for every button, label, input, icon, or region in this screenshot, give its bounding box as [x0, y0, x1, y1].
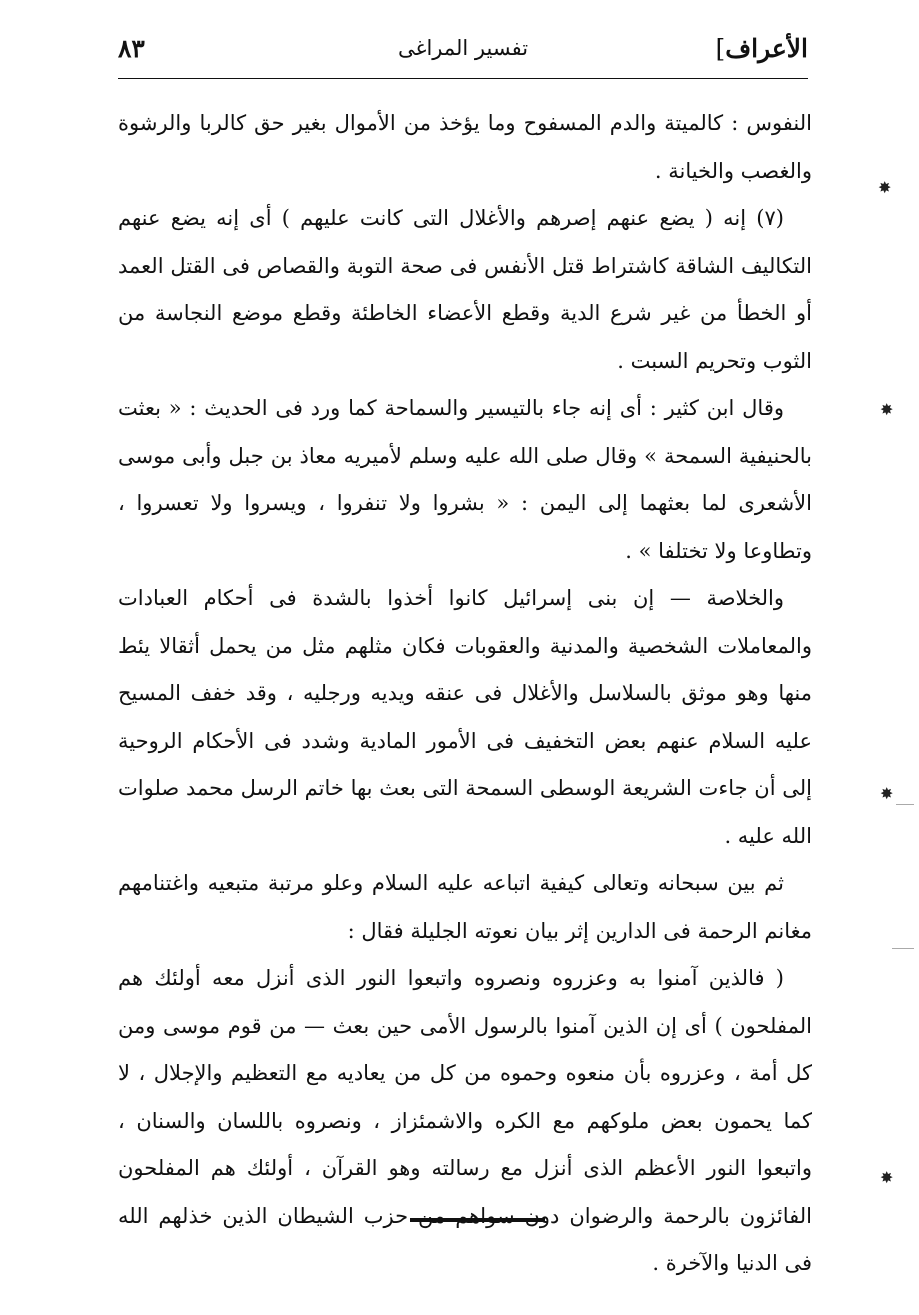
header-rule [118, 78, 808, 79]
page-body [118, 100, 812, 1288]
scan-edge-line [892, 948, 914, 949]
scan-speck-mark: ✸ [880, 400, 894, 419]
paragraph-5: ثم بين سبحانه وتعالى كيفية اتباعه عليه السلام وعلو مرتبة متبعيه واغتنامهم مغانم الرحمة فى الدارين إثر بيان نعوته الجليلة فقال : [118, 871, 812, 943]
surah-title: الأعراف] [715, 34, 808, 63]
page-number: ٨٣ [118, 34, 145, 63]
scan-speck-mark: ✸ [878, 178, 892, 197]
header-bracket: ] [715, 34, 726, 63]
paragraph-1: النفوس : كالميتة والدم المسفوح وما يؤخذ من الأموال بغير حق كالربا والرشوة والغصب والخيانة . [118, 111, 812, 183]
end-rule [410, 1218, 545, 1222]
paragraph-4: والخلاصة — إن بنى إسرائيل كانوا أخذوا بالشدة فى أحكام العبادات والمعاملات الشخصية والمدنية والعقوبات فكان مثلهم مثل من يحمل أثقالا يئط منها وهو موثق بالسلاسل والأغلال فى عنقه ويديه ورجليه ، وقد خفف المسيح عليه السلام عنهم بعض التخفيف فى الأمور المادية وشدد فى الأحكام الروحية إلى أن جاءت الشريعة الوسطى السمحة التى بعث بها خاتم الرسل محمد صلوات الله عليه . [118, 586, 812, 848]
paragraph-2: (٧) إنه ( يضع عنهم إصرهم والأغلال التى كانت عليهم ) أى إنه يضع عنهم التكاليف الشاقة كاشتراط قتل الأنفس فى صحة التوبة والقصاص فى القتل العمد أو الخطأ من غير شرع الدية وقطع الأعضاء الخاطئة وقطع موضع النجاسة من الثوب وتحريم السبت . [118, 206, 812, 373]
scan-speck-mark: ✸ [880, 784, 894, 803]
scan-edge-line [896, 804, 914, 805]
scan-speck-mark: ✸ [880, 1168, 894, 1187]
paragraph-6: ( فالذين آمنوا به وعزروه ونصروه واتبعوا النور الذى أنزل معه أولئك هم المفلحون ) أى إن الذين آمنوا بالرسول الأمى حين بعث — من قوم موسى ومن كل أمة ، وعزروه بأن منعوه وحموه من كل من يعاديه مع التعظيم والإجلال ، لا كما يحمون بعض ملوكهم مع الكره والاشمئزاز ، ونصروه باللسان والسنان ، واتبعوا النور الأعظم الذى أنزل مع رسالته وهو القرآن ، أولئك هم المفلحون الفائزون بالرحمة والرضوان دون سواهم من حزب الشيطان الذين خذلهم الله فى الدنيا والآخرة . [118, 966, 812, 1275]
page-header [118, 28, 808, 76]
book-title: تفسير المراغى [397, 36, 529, 60]
paragraph-3: وقال ابن كثير : أى إنه جاء بالتيسير والسماحة كما ورد فى الحديث : « بعثت بالحنيفية السمحة » وقال صلى الله عليه وسلم لأميريه معاذ بن جبل وأبى موسى الأشعرى لما بعثهما إلى اليمن : « بشروا ولا تنفروا ، ويسروا ولا تعسروا ، وتطاوعا ولا تختلفا » . [118, 396, 812, 563]
